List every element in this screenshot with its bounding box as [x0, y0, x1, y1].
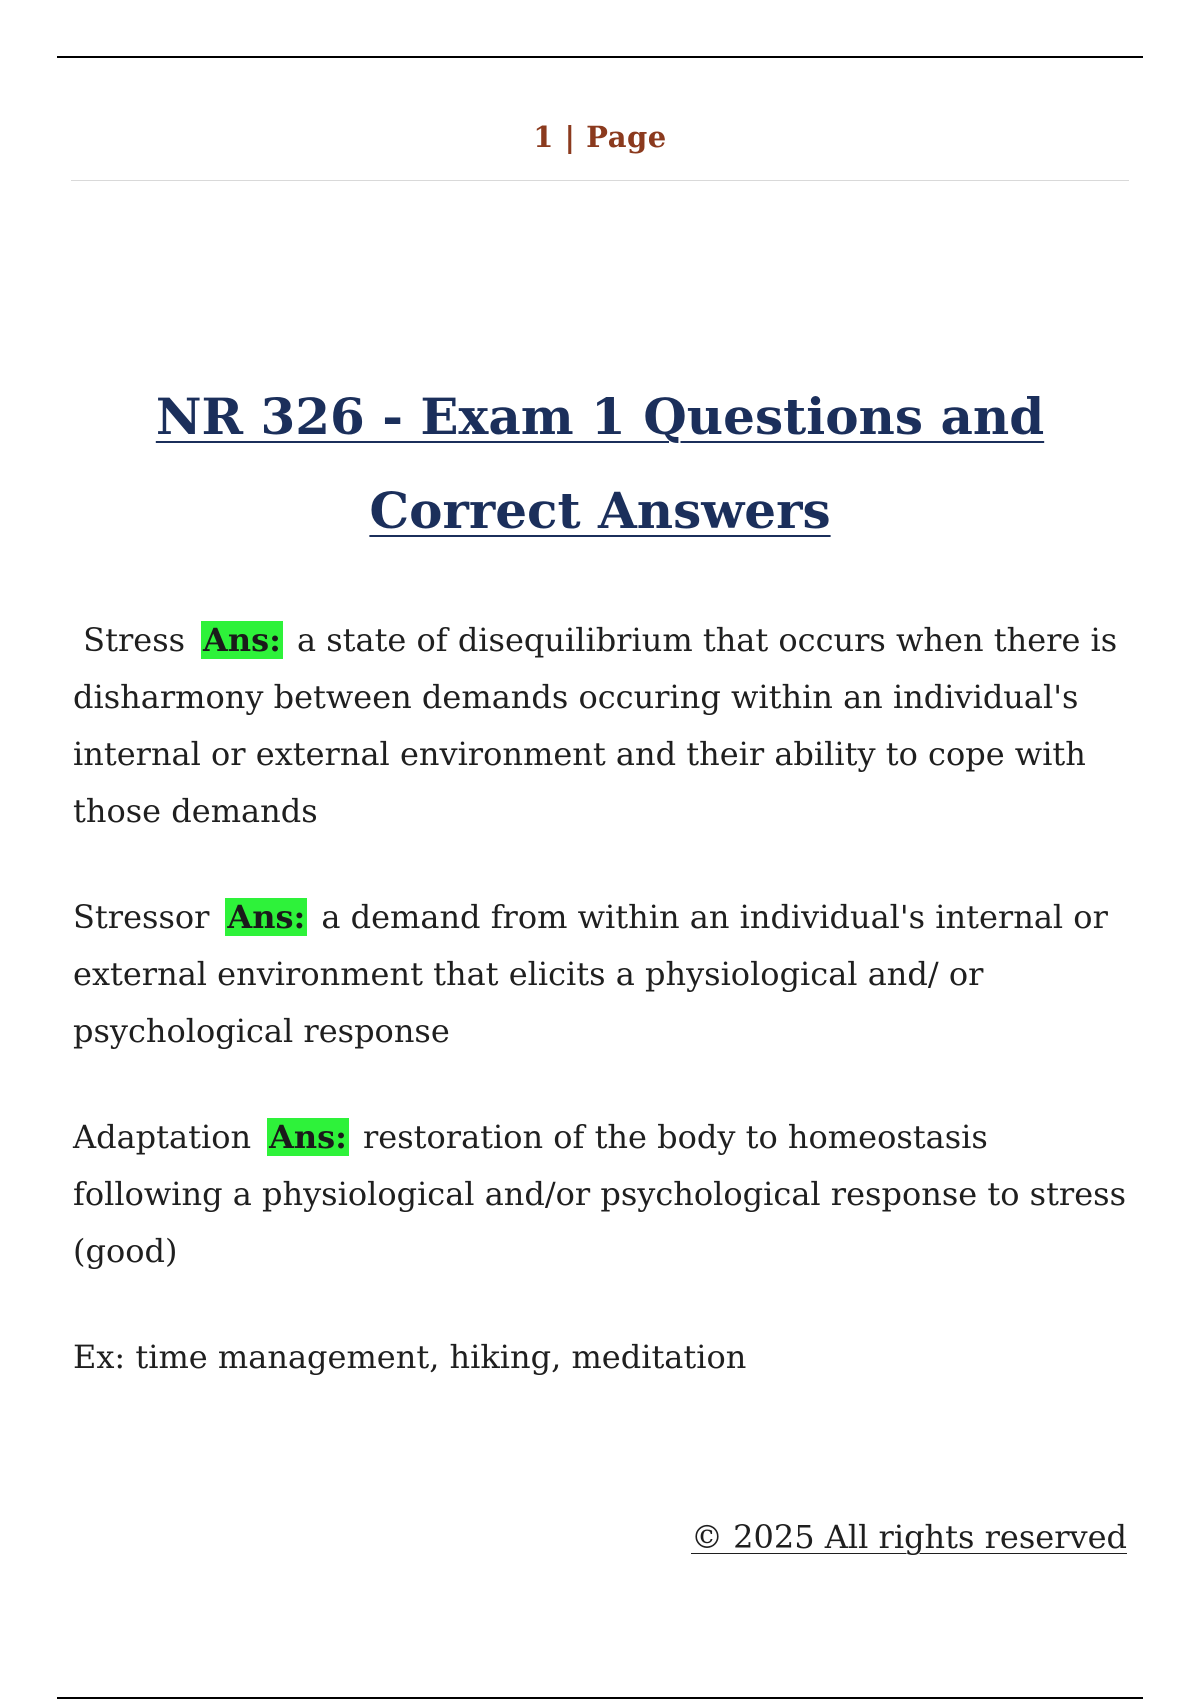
entry-definition: a state of disequilibrium that occurs when there is disharmony between demands occuring within an individual's internal or external environment and their ability to cope with those demands	[73, 621, 1118, 830]
entry-definition: a demand from within an individual's internal or external environment that elicits a physiological and/ or psychological response	[73, 898, 1108, 1050]
answer-marker: Ans:	[269, 1118, 347, 1156]
entry-stress	[73, 612, 1143, 840]
document-title	[60, 370, 1140, 558]
entry-stressor	[73, 889, 1143, 1060]
header-rule	[57, 56, 1143, 58]
document-title-text: NR 326 - Exam 1 Questions and Correct Answers	[155, 387, 1045, 540]
entry-definition: restoration of the body to homeostasis following a physiological and/or psychological response to stress (good)	[73, 1118, 1126, 1270]
entry-term: Stressor	[73, 898, 210, 936]
entry-adaptation	[73, 1109, 1143, 1280]
header-divider	[71, 180, 1129, 181]
answer-marker: Ans:	[227, 898, 306, 936]
footer-rule	[57, 1697, 1143, 1699]
example-text: Ex: time management, hiking, meditation	[73, 1338, 747, 1376]
entry-term: Stress	[83, 621, 186, 659]
document-body	[73, 612, 1143, 1386]
copyright-notice: © 2025 All rights reserved	[691, 1518, 1127, 1556]
entry-term: Adaptation	[73, 1118, 252, 1156]
answer-marker: Ans:	[203, 621, 281, 659]
page-number: 1 | Page	[533, 120, 667, 154]
